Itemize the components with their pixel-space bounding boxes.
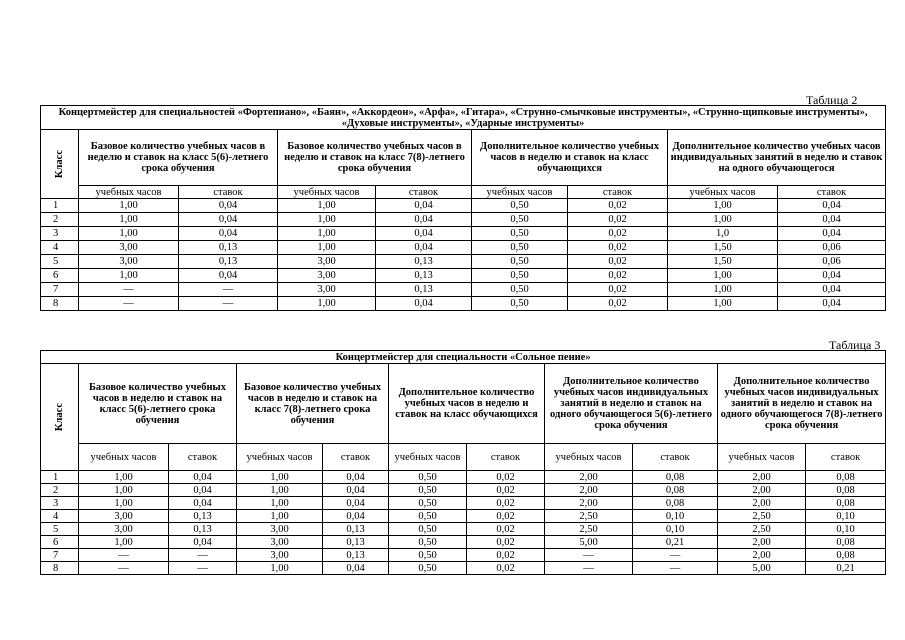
row-class-number: 5: [41, 523, 79, 536]
row-class-number: 4: [41, 510, 79, 523]
table-cell: 0,04: [376, 241, 472, 255]
table-cell: 1,00: [237, 562, 323, 575]
table-cell: 2,50: [545, 523, 633, 536]
table-cell: 0,13: [179, 255, 278, 269]
table3-subheader-rates: ставок: [633, 444, 718, 471]
table-cell: 0,02: [467, 536, 545, 549]
table2-subheader-rates: ставок: [179, 186, 278, 199]
table-cell: 0,13: [323, 536, 389, 549]
table-cell: 0,04: [376, 227, 472, 241]
row-class-number: 3: [41, 227, 79, 241]
table-cell: —: [79, 283, 179, 297]
table-cell: 5,00: [718, 562, 806, 575]
table-cell: 0,02: [467, 549, 545, 562]
table3: [40, 350, 886, 575]
table2-group-header: Базовое количество учебных часов в неделю и ставок на класс 5(6)-летнего срока обучения: [79, 130, 278, 186]
table2-class-label: Класс: [54, 149, 65, 179]
row-class-number: 2: [41, 213, 79, 227]
table-cell: 3,00: [237, 536, 323, 549]
table-row: [41, 241, 886, 255]
table-cell: —: [545, 562, 633, 575]
table-cell: 0,13: [323, 549, 389, 562]
table-cell: 0,08: [806, 484, 886, 497]
table3-title: Концертмейстер для специальности «Сольное пение»: [41, 351, 886, 364]
table-cell: 0,13: [376, 283, 472, 297]
table-cell: —: [79, 549, 169, 562]
table-cell: 2,00: [718, 471, 806, 484]
table-cell: 0,10: [806, 523, 886, 536]
table-cell: 1,00: [278, 297, 376, 311]
table2-caption: Таблица 2: [806, 93, 858, 107]
table-cell: 0,04: [323, 510, 389, 523]
table-cell: 1,00: [668, 213, 778, 227]
table-cell: 3,00: [79, 523, 169, 536]
table-cell: —: [79, 562, 169, 575]
table3-group-header: Дополнительное количество учебных часов индивидуальных занятий в неделю и ставок на одного обучающегося 7(8)-летнего срока обучения: [718, 364, 886, 444]
table2-title: Концертмейстер для специальностей «Фортепиано», «Баян», «Аккордеон», «Арфа», «Гитара», «Струнно-смычковые инструменты», «Струнно-щипковые инструменты», «Духовые инструменты», «Ударные инструменты»: [41, 106, 886, 130]
table3-group-header: Базовое количество учебных часов в неделю и ставок на класс 5(6)-летнего срока обучения: [79, 364, 237, 444]
table-cell: 3,00: [278, 255, 376, 269]
row-class-number: 2: [41, 484, 79, 497]
table-cell: 0,04: [376, 297, 472, 311]
table-cell: 1,00: [237, 510, 323, 523]
table-cell: 0,02: [568, 241, 668, 255]
table-cell: 2,50: [545, 510, 633, 523]
row-class-number: 7: [41, 283, 79, 297]
table-cell: 1,50: [668, 241, 778, 255]
table-row: [41, 536, 886, 549]
table2-subheader-hours: учебных часов: [278, 186, 376, 199]
table-row: [41, 255, 886, 269]
table-cell: 2,50: [718, 523, 806, 536]
table-cell: 0,13: [169, 510, 237, 523]
table-cell: 0,50: [472, 199, 568, 213]
table-cell: 3,00: [278, 269, 376, 283]
table-row: [41, 523, 886, 536]
table-cell: 0,50: [389, 536, 467, 549]
table-cell: 0,50: [472, 297, 568, 311]
table-cell: 1,00: [278, 213, 376, 227]
row-class-number: 1: [41, 199, 79, 213]
table-cell: 0,04: [179, 213, 278, 227]
table-cell: 0,10: [633, 510, 718, 523]
table-cell: 0,50: [389, 510, 467, 523]
table-cell: 3,00: [79, 510, 169, 523]
table3-class-label: Класс: [54, 402, 65, 432]
table3-class-header: [41, 364, 79, 471]
table-cell: 0,02: [467, 497, 545, 510]
table-cell: 0,08: [806, 536, 886, 549]
table-cell: 0,21: [806, 562, 886, 575]
table-row: [41, 199, 886, 213]
table2-subheader-hours: учебных часов: [472, 186, 568, 199]
row-class-number: 5: [41, 255, 79, 269]
table2-subheader-hours: учебных часов: [668, 186, 778, 199]
table2-subheader-hours: учебных часов: [79, 186, 179, 199]
table-cell: 0,08: [806, 471, 886, 484]
row-class-number: 8: [41, 297, 79, 311]
table-cell: 0,04: [323, 497, 389, 510]
table-cell: 0,02: [568, 283, 668, 297]
table-cell: 1,00: [237, 497, 323, 510]
table-cell: 0,02: [467, 471, 545, 484]
table-row: [41, 562, 886, 575]
table-cell: 3,00: [278, 283, 376, 297]
table-cell: 2,50: [718, 510, 806, 523]
table-cell: 1,0: [668, 227, 778, 241]
table3-subheader-rates: ставок: [467, 444, 545, 471]
table3-group-header: Дополнительное количество учебных часов в неделю и ставок на класс обучающихся: [389, 364, 545, 444]
row-class-number: 7: [41, 549, 79, 562]
row-class-number: 6: [41, 269, 79, 283]
table3-body: [41, 471, 886, 575]
table-cell: —: [179, 283, 278, 297]
table-cell: —: [169, 562, 237, 575]
table-cell: 0,10: [806, 510, 886, 523]
table-cell: 0,04: [778, 269, 886, 283]
table-cell: —: [169, 549, 237, 562]
table-cell: 0,04: [778, 227, 886, 241]
table-cell: 0,02: [467, 484, 545, 497]
table-row: [41, 510, 886, 523]
table-cell: —: [545, 549, 633, 562]
table-cell: 3,00: [79, 255, 179, 269]
table3-caption: Таблица 3: [829, 338, 881, 352]
table-cell: 0,04: [179, 269, 278, 283]
table3-subheader-rates: ставок: [169, 444, 237, 471]
table-cell: 0,06: [778, 255, 886, 269]
table-cell: 0,04: [376, 199, 472, 213]
table-cell: 0,04: [778, 199, 886, 213]
table-cell: 0,04: [169, 497, 237, 510]
table-cell: 0,13: [323, 523, 389, 536]
table-cell: 0,50: [472, 241, 568, 255]
table-row: [41, 213, 886, 227]
table3-subheader-hours: учебных часов: [79, 444, 169, 471]
table-cell: 1,00: [79, 213, 179, 227]
table-row: [41, 497, 886, 510]
table-cell: 1,00: [237, 484, 323, 497]
table-cell: 0,50: [389, 549, 467, 562]
table-cell: 0,13: [376, 269, 472, 283]
table-cell: 1,50: [668, 255, 778, 269]
table-cell: 0,10: [633, 523, 718, 536]
table-cell: 1,00: [79, 471, 169, 484]
table-cell: 0,50: [472, 283, 568, 297]
table-cell: 2,00: [718, 549, 806, 562]
table-cell: 0,02: [568, 227, 668, 241]
table3-subheader-rates: ставок: [806, 444, 886, 471]
table-cell: 0,04: [778, 213, 886, 227]
table-row: [41, 471, 886, 484]
table2-subheader-rates: ставок: [778, 186, 886, 199]
table-cell: 2,00: [718, 536, 806, 549]
table-cell: 0,04: [169, 471, 237, 484]
table-cell: 0,50: [389, 471, 467, 484]
table-row: [41, 549, 886, 562]
table-cell: 0,50: [389, 523, 467, 536]
table-cell: 0,02: [467, 562, 545, 575]
table3-subheader-rates: ставок: [323, 444, 389, 471]
table-cell: 0,13: [169, 523, 237, 536]
table-cell: 1,00: [278, 241, 376, 255]
table-cell: 0,13: [179, 241, 278, 255]
table-cell: 1,00: [79, 484, 169, 497]
table-cell: 0,04: [323, 562, 389, 575]
table2-subheader-rates: ставок: [376, 186, 472, 199]
table-cell: 1,00: [79, 497, 169, 510]
table3-group-header: Дополнительное количество учебных часов индивидуальных занятий в неделю и ставок на одного обучающегося 5(6)-летнего срока обучения: [545, 364, 718, 444]
table2: [40, 105, 886, 311]
table-cell: 0,13: [376, 255, 472, 269]
table2-class-header: [41, 130, 79, 199]
row-class-number: 3: [41, 497, 79, 510]
table-cell: 3,00: [237, 523, 323, 536]
table-cell: 0,50: [389, 484, 467, 497]
table-cell: 0,04: [169, 536, 237, 549]
table-cell: 1,00: [668, 199, 778, 213]
table-cell: 0,02: [568, 199, 668, 213]
table3-subheader-hours: учебных часов: [389, 444, 467, 471]
table-cell: 0,04: [323, 484, 389, 497]
table-row: [41, 283, 886, 297]
row-class-number: 4: [41, 241, 79, 255]
table-cell: 0,08: [806, 497, 886, 510]
table-cell: —: [633, 549, 718, 562]
table-cell: 0,02: [568, 269, 668, 283]
table3-subheader-hours: учебных часов: [718, 444, 806, 471]
table-cell: 0,02: [568, 213, 668, 227]
table-cell: 0,08: [633, 471, 718, 484]
table-cell: 0,50: [472, 255, 568, 269]
table3-subheader-hours: учебных часов: [237, 444, 323, 471]
table-cell: 1,00: [668, 283, 778, 297]
row-class-number: 6: [41, 536, 79, 549]
table-cell: 0,50: [389, 497, 467, 510]
table-cell: 0,04: [376, 213, 472, 227]
table-cell: 2,00: [545, 484, 633, 497]
table-cell: 0,50: [472, 269, 568, 283]
table-cell: —: [179, 297, 278, 311]
table3-group-header: Базовое количество учебных часов в неделю и ставок на класс 7(8)-летнего срока обучения: [237, 364, 389, 444]
table-cell: 0,04: [778, 297, 886, 311]
table-cell: 2,00: [718, 484, 806, 497]
table-cell: 1,00: [237, 471, 323, 484]
table-cell: 2,00: [545, 471, 633, 484]
table-cell: 1,00: [668, 269, 778, 283]
table-cell: 1,00: [668, 297, 778, 311]
table-cell: 0,08: [633, 497, 718, 510]
table-cell: 1,00: [79, 199, 179, 213]
table-cell: —: [79, 297, 179, 311]
table-cell: 5,00: [545, 536, 633, 549]
table-cell: 0,02: [467, 523, 545, 536]
table2-body: [41, 199, 886, 311]
table-cell: 0,04: [323, 471, 389, 484]
table-cell: 0,50: [472, 213, 568, 227]
table3-subheader-hours: учебных часов: [545, 444, 633, 471]
table-row: [41, 269, 886, 283]
table2-group-header: Базовое количество учебных часов в неделю и ставок на класс 7(8)-летнего срока обучения: [278, 130, 472, 186]
table-cell: 2,00: [545, 497, 633, 510]
table-cell: 1,00: [278, 199, 376, 213]
table-cell: 1,00: [79, 269, 179, 283]
table-cell: 0,04: [179, 227, 278, 241]
row-class-number: 8: [41, 562, 79, 575]
table-cell: 3,00: [79, 241, 179, 255]
table-cell: 1,00: [79, 227, 179, 241]
table-cell: 0,04: [778, 283, 886, 297]
table-cell: 0,02: [467, 510, 545, 523]
table-cell: 2,00: [718, 497, 806, 510]
table-cell: 1,00: [79, 536, 169, 549]
table-cell: 0,08: [633, 484, 718, 497]
table-cell: 0,06: [778, 241, 886, 255]
row-class-number: 1: [41, 471, 79, 484]
table-cell: —: [633, 562, 718, 575]
table-cell: 0,04: [169, 484, 237, 497]
table-cell: 0,02: [568, 297, 668, 311]
table-row: [41, 227, 886, 241]
table-cell: 0,50: [389, 562, 467, 575]
table-cell: 0,21: [633, 536, 718, 549]
table-cell: 0,08: [806, 549, 886, 562]
table2-group-header: Дополнительное количество учебных часов индивидуальных занятий в неделю и ставок на одного обучающегося: [668, 130, 886, 186]
table2-group-header: Дополнительное количество учебных часов в неделю и ставок на класс обучающихся: [472, 130, 668, 186]
table2-subheader-rates: ставок: [568, 186, 668, 199]
table-cell: 1,00: [278, 227, 376, 241]
table-cell: 0,02: [568, 255, 668, 269]
table-row: [41, 484, 886, 497]
table-row: [41, 297, 886, 311]
table-cell: 0,04: [179, 199, 278, 213]
table-cell: 3,00: [237, 549, 323, 562]
table-cell: 0,50: [472, 227, 568, 241]
